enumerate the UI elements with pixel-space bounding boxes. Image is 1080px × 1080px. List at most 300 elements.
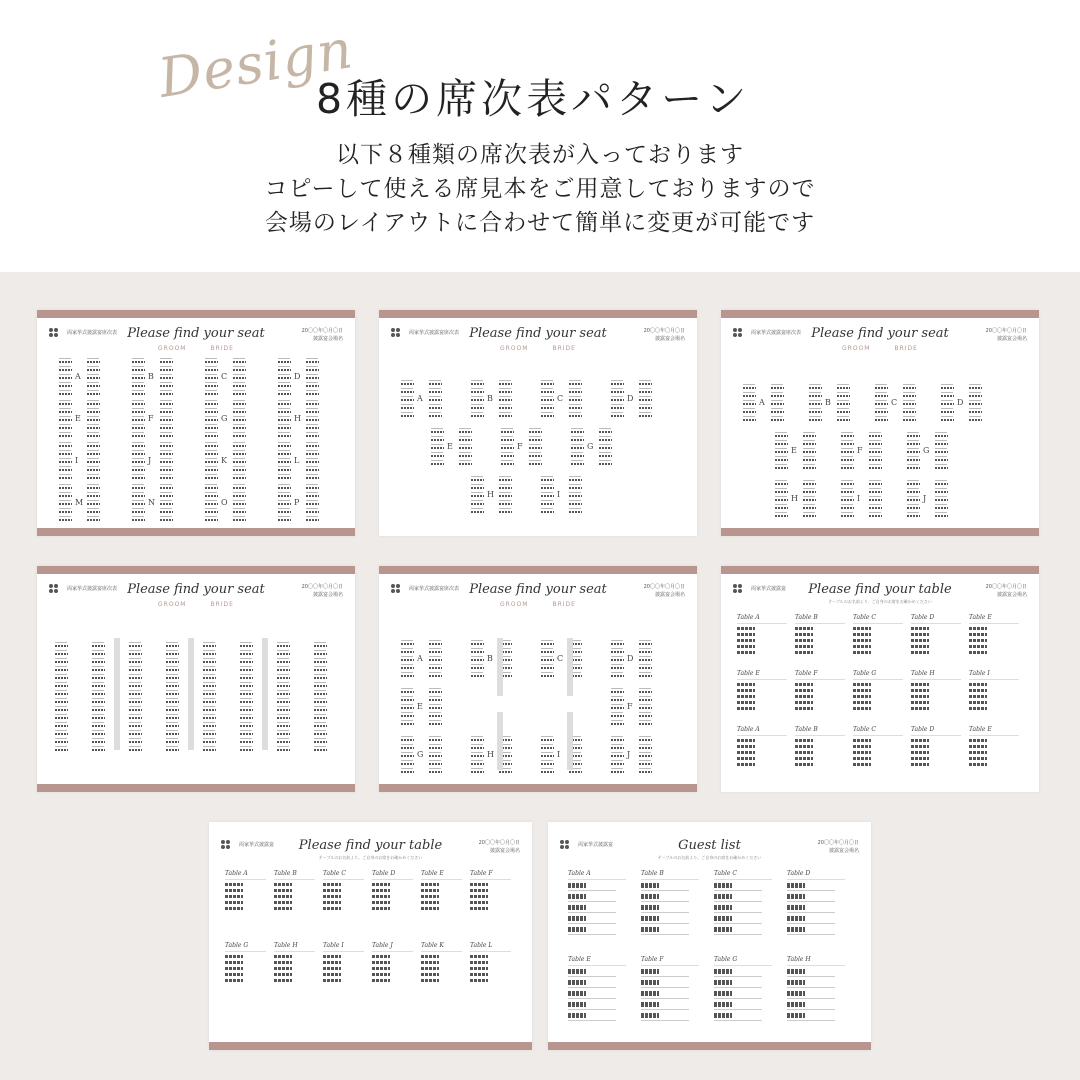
guest-row: [470, 979, 488, 982]
long-table: [497, 712, 503, 770]
guest-row: [372, 955, 390, 958]
seat-placeholder: [59, 466, 73, 472]
venue-line: 披露宴会場名: [489, 848, 520, 854]
date-line: 20〇〇年〇月〇日: [985, 328, 1027, 334]
seat-placeholder: [87, 508, 101, 514]
guest-note-line: [641, 890, 689, 891]
seat-placeholder: [306, 408, 320, 414]
seat-placeholder: [278, 450, 292, 456]
date-line: 20〇〇年〇月〇日: [478, 840, 520, 846]
seat-placeholder: [639, 412, 653, 418]
table-label: Table H: [274, 942, 315, 952]
table-letter: H: [487, 750, 494, 759]
table-label: Table E: [568, 956, 626, 966]
seat-placeholder: [92, 730, 106, 736]
seat-placeholder: [92, 650, 106, 656]
seat-placeholder: [611, 688, 625, 694]
seat-placeholder: [771, 416, 785, 422]
guest-row: [323, 889, 341, 892]
description-line-2: コピーして使える席見本をご用意しておりますので: [264, 176, 816, 202]
seat-placeholder: [92, 706, 106, 712]
guest-name-row: [714, 1013, 732, 1018]
seat-placeholder: [771, 384, 785, 390]
table-letter: N: [148, 498, 155, 507]
seat-placeholder: [205, 466, 219, 472]
guest-row: [969, 689, 987, 692]
seat-placeholder: [132, 382, 146, 388]
seat-placeholder: [55, 714, 69, 720]
seat-placeholder: [278, 400, 292, 406]
table-label: Table C: [853, 726, 903, 736]
seat-placeholder: [611, 380, 625, 386]
guest-row: [853, 651, 871, 654]
table-block: [274, 870, 315, 913]
couple-names: 両家挙式披露宴席次表: [409, 330, 460, 336]
accent-bar-bottom: [721, 528, 1039, 536]
seat-placeholder: [205, 516, 219, 522]
seat-placeholder: [278, 424, 292, 430]
guest-name-row: [568, 1002, 586, 1007]
seat-placeholder: [240, 682, 254, 688]
guest-row: [421, 973, 439, 976]
seat-placeholder: [278, 408, 292, 414]
couple-names: 両家挙式披露宴: [751, 586, 787, 592]
seat-placeholder: [841, 496, 855, 502]
seat-placeholder: [87, 416, 101, 422]
table-letter: I: [557, 750, 561, 759]
guest-row: [372, 979, 390, 982]
guest-name-row: [641, 916, 659, 921]
seat-placeholder: [240, 746, 254, 752]
seat-placeholder: [129, 722, 143, 728]
table-block: [421, 942, 462, 985]
card-title: Guest list: [678, 838, 741, 853]
guest-name-row: [714, 969, 732, 974]
seat-placeholder: [306, 442, 320, 448]
table-letter: F: [148, 414, 154, 423]
seat-placeholder: [611, 768, 625, 774]
seat-placeholder: [471, 380, 485, 386]
seat-placeholder: [306, 516, 320, 522]
description-line-1: 以下８種類の席次表が入っております: [336, 142, 744, 168]
seat-placeholder: [541, 404, 555, 410]
long-table: [114, 638, 120, 750]
seat-placeholder: [907, 488, 921, 494]
guest-row: [421, 979, 439, 982]
card-note: テーブルのお名前より、ご自身のお席をお確かめください: [828, 599, 932, 604]
table-block: [323, 942, 364, 985]
header: [0, 0, 1080, 272]
seat-placeholder: [401, 640, 415, 646]
long-table: [567, 712, 573, 770]
pattern-card-8: [548, 822, 871, 1050]
guest-row: [911, 633, 929, 636]
card-title: Please find your seat: [811, 326, 949, 341]
seat-placeholder: [401, 696, 415, 702]
seat-placeholder: [277, 650, 291, 656]
table-letter: D: [627, 654, 634, 663]
table-label: Table C: [323, 870, 364, 880]
seat-placeholder: [240, 642, 254, 648]
guest-row: [470, 889, 488, 892]
seat-placeholder: [306, 382, 320, 388]
guest-name-row: [714, 1002, 732, 1007]
guest-name-row: [787, 980, 805, 985]
seat-placeholder: [132, 390, 146, 396]
venue-line: 披露宴会場名: [312, 336, 343, 342]
seat-placeholder: [471, 500, 485, 506]
seat-placeholder: [907, 456, 921, 462]
guest-row: [225, 973, 243, 976]
seat-placeholder: [775, 432, 789, 438]
seat-placeholder: [87, 432, 101, 438]
table-block: [969, 670, 1019, 713]
seat-placeholder: [55, 698, 69, 704]
guest-name-row: [568, 894, 586, 899]
table-letter: D: [294, 372, 301, 381]
seat-placeholder: [471, 484, 485, 490]
page-title: 8種の席次表パターン: [316, 75, 751, 123]
seat-placeholder: [160, 516, 174, 522]
seat-placeholder: [907, 440, 921, 446]
card-title: Please find your seat: [127, 582, 265, 597]
seat-placeholder: [459, 428, 473, 434]
seat-placeholder: [166, 714, 180, 720]
seat-placeholder: [429, 736, 443, 742]
seat-placeholder: [203, 658, 217, 664]
seat-placeholder: [306, 450, 320, 456]
seat-placeholder: [240, 674, 254, 680]
seat-placeholder: [87, 450, 101, 456]
seat-placeholder: [203, 650, 217, 656]
guest-row: [225, 895, 243, 898]
seat-placeholder: [55, 706, 69, 712]
guest-note-line: [568, 998, 616, 999]
table-letter: C: [557, 394, 564, 403]
guest-row: [421, 895, 439, 898]
guest-row: [969, 639, 987, 642]
table-letter: E: [447, 442, 453, 451]
seat-placeholder: [529, 436, 543, 442]
seat-placeholder: [429, 380, 443, 386]
seat-placeholder: [278, 432, 292, 438]
seat-placeholder: [941, 400, 955, 406]
seat-placeholder: [205, 424, 219, 430]
seat-placeholder: [277, 706, 291, 712]
seat-placeholder: [240, 666, 254, 672]
seat-placeholder: [203, 738, 217, 744]
seat-placeholder: [569, 476, 583, 482]
seat-placeholder: [429, 664, 443, 670]
seat-placeholder: [907, 448, 921, 454]
guest-row: [795, 745, 813, 748]
seat-placeholder: [907, 512, 921, 518]
pattern-card-3: [721, 310, 1039, 536]
seat-placeholder: [129, 650, 143, 656]
guest-row: [372, 973, 390, 976]
seat-placeholder: [803, 464, 817, 470]
seat-placeholder: [869, 504, 883, 510]
seat-placeholder: [314, 690, 328, 696]
guest-note-line: [787, 934, 835, 935]
table-block: [470, 942, 511, 985]
accent-bar-bottom: [379, 784, 697, 792]
guest-row: [795, 689, 813, 692]
seat-placeholder: [611, 672, 625, 678]
seat-placeholder: [875, 400, 889, 406]
seat-placeholder: [160, 400, 174, 406]
guest-note-line: [787, 890, 835, 891]
seat-placeholder: [501, 428, 515, 434]
guest-note-line: [641, 1020, 689, 1021]
guest-row: [737, 745, 755, 748]
seat-placeholder: [277, 690, 291, 696]
seat-placeholder: [129, 642, 143, 648]
seat-placeholder: [278, 516, 292, 522]
seat-placeholder: [569, 388, 583, 394]
seat-placeholder: [429, 688, 443, 694]
guest-row: [372, 961, 390, 964]
seat-placeholder: [306, 358, 320, 364]
seat-placeholder: [401, 736, 415, 742]
table-label: Table B: [795, 726, 845, 736]
seat-placeholder: [541, 672, 555, 678]
seat-placeholder: [639, 656, 653, 662]
guest-row: [274, 967, 292, 970]
seat-placeholder: [55, 666, 69, 672]
seat-placeholder: [277, 658, 291, 664]
seat-placeholder: [160, 474, 174, 480]
guest-row: [969, 701, 987, 704]
seat-placeholder: [841, 456, 855, 462]
guest-row: [421, 883, 439, 886]
accent-bar-bottom: [37, 784, 355, 792]
table-letter: B: [825, 398, 831, 407]
venue-line: 披露宴会場名: [312, 592, 343, 598]
table-letter: O: [221, 498, 228, 507]
seat-placeholder: [935, 448, 949, 454]
seat-placeholder: [59, 358, 73, 364]
guest-note-line: [714, 1020, 762, 1021]
seat-placeholder: [935, 440, 949, 446]
seat-placeholder: [240, 706, 254, 712]
seat-placeholder: [87, 474, 101, 480]
seat-placeholder: [771, 400, 785, 406]
seat-placeholder: [907, 504, 921, 510]
table-letter: H: [791, 494, 798, 503]
seat-placeholder: [314, 642, 328, 648]
seat-placeholder: [160, 450, 174, 456]
guest-row: [795, 639, 813, 642]
seat-placeholder: [903, 392, 917, 398]
table-block: [787, 870, 845, 938]
guest-name-row: [787, 894, 805, 899]
seat-placeholder: [278, 474, 292, 480]
seat-placeholder: [132, 400, 146, 406]
seat-placeholder: [205, 416, 219, 422]
guest-row: [911, 763, 929, 766]
guest-note-line: [787, 998, 835, 999]
seat-placeholder: [775, 496, 789, 502]
seat-placeholder: [803, 456, 817, 462]
table-label: Table F: [795, 670, 845, 680]
seat-placeholder: [277, 682, 291, 688]
seat-placeholder: [132, 416, 146, 422]
seat-placeholder: [499, 380, 513, 386]
guest-row: [737, 627, 755, 630]
guest-name-row: [568, 991, 586, 996]
seat-placeholder: [571, 428, 585, 434]
seat-placeholder: [969, 392, 983, 398]
table-label: Table I: [323, 942, 364, 952]
seat-placeholder: [92, 738, 106, 744]
seat-placeholder: [160, 500, 174, 506]
seat-placeholder: [429, 720, 443, 726]
seat-placeholder: [87, 500, 101, 506]
venue-line: 披露宴会場名: [996, 336, 1027, 342]
guest-note-line: [787, 923, 835, 924]
guest-row: [323, 901, 341, 904]
guest-row: [795, 645, 813, 648]
seat-placeholder: [87, 366, 101, 372]
seat-placeholder: [129, 706, 143, 712]
table-label: Table A: [737, 726, 787, 736]
seat-placeholder: [203, 698, 217, 704]
guest-row: [737, 633, 755, 636]
guest-row: [323, 895, 341, 898]
table-block: [911, 726, 961, 769]
seat-placeholder: [55, 746, 69, 752]
seat-placeholder: [59, 492, 73, 498]
table-label: Table F: [641, 956, 699, 966]
table-letter: K: [221, 456, 227, 465]
seat-placeholder: [429, 648, 443, 654]
seat-placeholder: [59, 442, 73, 448]
seat-placeholder: [160, 466, 174, 472]
guest-name-row: [787, 905, 805, 910]
seat-placeholder: [571, 452, 585, 458]
table-block: [853, 670, 903, 713]
guest-note-line: [641, 998, 689, 999]
table-block: [795, 670, 845, 713]
seat-placeholder: [501, 444, 515, 450]
guest-row: [969, 695, 987, 698]
seat-placeholder: [203, 746, 217, 752]
seat-placeholder: [569, 404, 583, 410]
guest-note-line: [787, 987, 835, 988]
seat-placeholder: [166, 666, 180, 672]
guest-row: [323, 961, 341, 964]
guest-row: [853, 683, 871, 686]
table-letter: E: [417, 702, 423, 711]
guest-row: [911, 757, 929, 760]
seat-placeholder: [969, 384, 983, 390]
seat-placeholder: [803, 432, 817, 438]
table-block: [470, 870, 511, 913]
guest-row: [853, 695, 871, 698]
seat-placeholder: [233, 484, 247, 490]
table-letter: H: [294, 414, 301, 423]
seat-placeholder: [611, 412, 625, 418]
card-title: Please find your seat: [469, 326, 607, 341]
guest-note-line: [714, 890, 762, 891]
seat-placeholder: [639, 744, 653, 750]
date-line: 20〇〇年〇月〇日: [985, 584, 1027, 590]
long-table: [567, 638, 573, 696]
guest-row: [470, 973, 488, 976]
seat-placeholder: [401, 396, 415, 402]
seat-placeholder: [205, 400, 219, 406]
guest-row: [372, 901, 390, 904]
guest-row: [795, 757, 813, 760]
table-letter: M: [75, 498, 84, 507]
guest-row: [911, 639, 929, 642]
seat-placeholder: [471, 396, 485, 402]
guest-name-row: [568, 905, 586, 910]
seat-placeholder: [314, 722, 328, 728]
seat-placeholder: [941, 408, 955, 414]
seat-placeholder: [499, 508, 513, 514]
guest-row: [225, 967, 243, 970]
seat-placeholder: [841, 480, 855, 486]
seat-placeholder: [92, 722, 106, 728]
seat-placeholder: [599, 428, 613, 434]
table-block: [225, 942, 266, 985]
guest-row: [795, 651, 813, 654]
guest-row: [853, 627, 871, 630]
seat-placeholder: [55, 730, 69, 736]
venue-line: 披露宴会場名: [828, 848, 859, 854]
seat-placeholder: [278, 382, 292, 388]
card-note: テーブルのお名前より、ご自身のお席をお確かめください: [318, 855, 423, 860]
seat-placeholder: [205, 458, 219, 464]
seat-placeholder: [841, 512, 855, 518]
guest-name-row: [641, 980, 659, 985]
table-label: Table H: [787, 956, 845, 966]
guest-name-row: [568, 927, 586, 932]
seat-placeholder: [611, 404, 625, 410]
seat-placeholder: [611, 388, 625, 394]
seat-placeholder: [59, 382, 73, 388]
bride-label: BRIDE: [552, 345, 576, 352]
table-label: Table K: [421, 942, 462, 952]
seat-placeholder: [775, 480, 789, 486]
seat-placeholder: [306, 500, 320, 506]
guest-row: [795, 701, 813, 704]
seat-placeholder: [611, 696, 625, 702]
guest-note-line: [714, 901, 762, 902]
card-title: Please find your seat: [469, 582, 607, 597]
table-letter: J: [148, 456, 152, 465]
guest-row: [853, 645, 871, 648]
seat-placeholder: [639, 404, 653, 410]
guest-name-row: [568, 1013, 586, 1018]
seat-placeholder: [166, 650, 180, 656]
accent-bar-top: [37, 310, 355, 318]
groom-label: GROOM: [500, 345, 529, 352]
seat-placeholder: [233, 492, 247, 498]
seat-placeholder: [92, 746, 106, 752]
seat-placeholder: [240, 730, 254, 736]
table-label: Table D: [787, 870, 845, 880]
seat-placeholder: [306, 508, 320, 514]
table-block: [568, 956, 626, 1024]
date-line: 20〇〇年〇月〇日: [301, 584, 343, 590]
seat-placeholder: [55, 682, 69, 688]
seat-placeholder: [429, 752, 443, 758]
seat-placeholder: [240, 698, 254, 704]
pattern-card-5: [379, 566, 697, 792]
